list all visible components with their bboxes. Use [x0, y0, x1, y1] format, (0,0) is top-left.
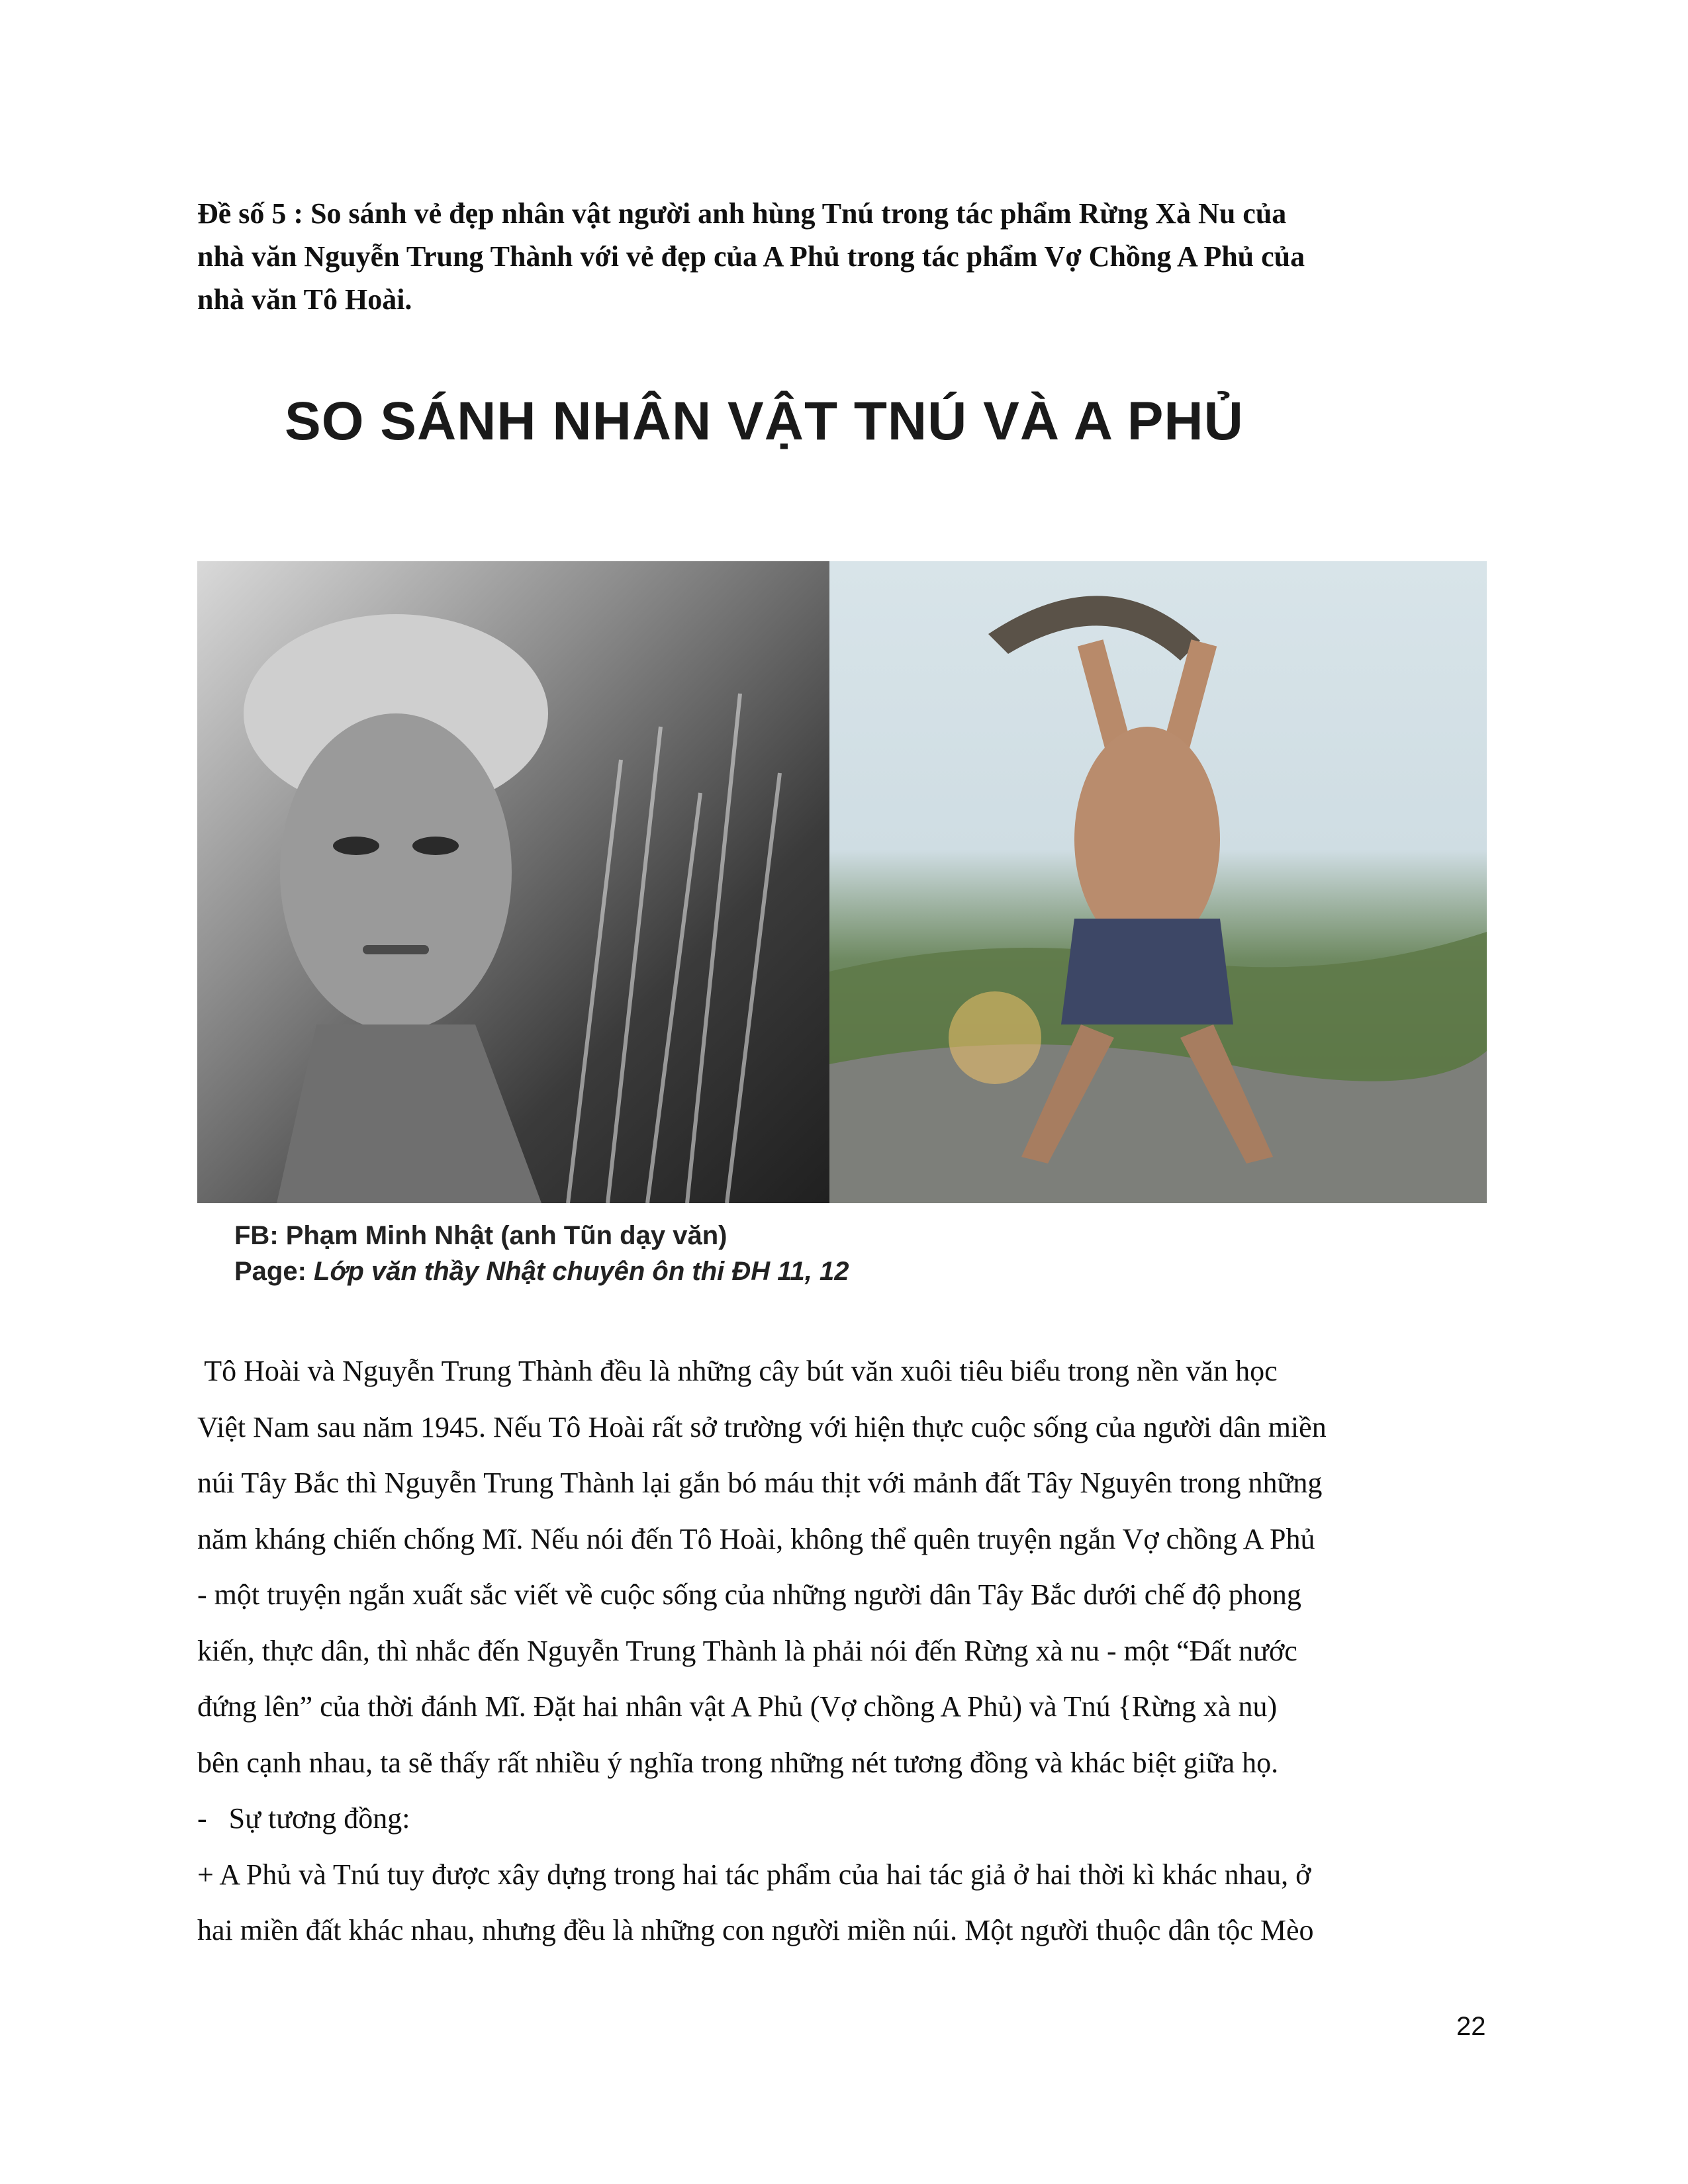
body-line: Việt Nam sau năm 1945. Nếu Tô Hoài rất sở trường với hiện thực cuộc sống của người dân miền — [197, 1410, 1327, 1443]
exam-question-heading — [197, 192, 1495, 321]
heading-line: Đề số 5 : So sánh vẻ đẹp nhân vật người anh hùng Tnú trong tác phẩm Rừng Xà Nu của — [197, 197, 1287, 230]
body-line: bên cạnh nhau, ta sẽ thấy rất nhiều ý nghĩa trong những nét tương đồng và khác biệt giữa họ. — [197, 1746, 1279, 1779]
credit-page-name: Lớp văn thầy Nhật chuyên ôn thi ĐH 11, 12 — [314, 1257, 849, 1286]
credit-facebook: FB: Phạm Minh Nhật (anh Tũn dạy văn) — [234, 1221, 727, 1250]
body-line: núi Tây Bắc thì Nguyễn Trung Thành lại gắn bó máu thịt với mảnh đất Tây Nguyên trong những — [197, 1467, 1323, 1499]
body-line: + A Phủ và Tnú tuy được xây dựng trong hai tác phẩm của hai tác giả ở hai thời kì khác nhau, ở — [197, 1858, 1311, 1891]
credit-page-prefix: Page: — [234, 1257, 314, 1286]
body-line: năm kháng chiến chống Mĩ. Nếu nói đến Tô Hoài, không thể quên truyện ngắn Vợ chồng A Phủ — [197, 1522, 1315, 1555]
portrait-photo — [197, 561, 829, 1203]
credit-page — [234, 1253, 849, 1289]
body-line: - Sự tương đồng: — [197, 1802, 410, 1835]
body-line: hai miền đất khác nhau, nhưng đều là những con người miền núi. Một người thuộc dân tộc Mèo — [197, 1914, 1314, 1946]
photo-credits — [234, 1218, 849, 1289]
heading-line: nhà văn Nguyễn Trung Thành với vẻ đẹp của A Phủ trong tác phẩm Vợ Chồng A Phủ của — [197, 240, 1305, 273]
heading-line: nhà văn Tô Hoài. — [197, 283, 412, 316]
essay-body — [197, 1343, 1495, 1959]
body-line: - một truyện ngắn xuất sắc viết về cuộc sống của những người dân Tây Bắc dưới chế độ phong — [197, 1578, 1301, 1611]
body-line: Tô Hoài và Nguyễn Trung Thành đều là những cây bút văn xuôi tiêu biểu trong nền văn học — [197, 1355, 1278, 1387]
comparison-banner-title: SO SÁNH NHÂN VẬT TNÚ VÀ A PHỦ — [285, 391, 1244, 451]
body-line: đứng lên” của thời đánh Mĩ. Đặt hai nhân vật A Phủ (Vợ chồng A Phủ) và Tnú {Rừng xà nu) — [197, 1690, 1278, 1723]
figure-photo — [829, 561, 1487, 1203]
page-number: 22 — [1456, 2012, 1486, 2041]
body-line: kiến, thực dân, thì nhắc đến Nguyễn Trung Thành là phải nói đến Rừng xà nu - một “Đất nước — [197, 1634, 1297, 1667]
